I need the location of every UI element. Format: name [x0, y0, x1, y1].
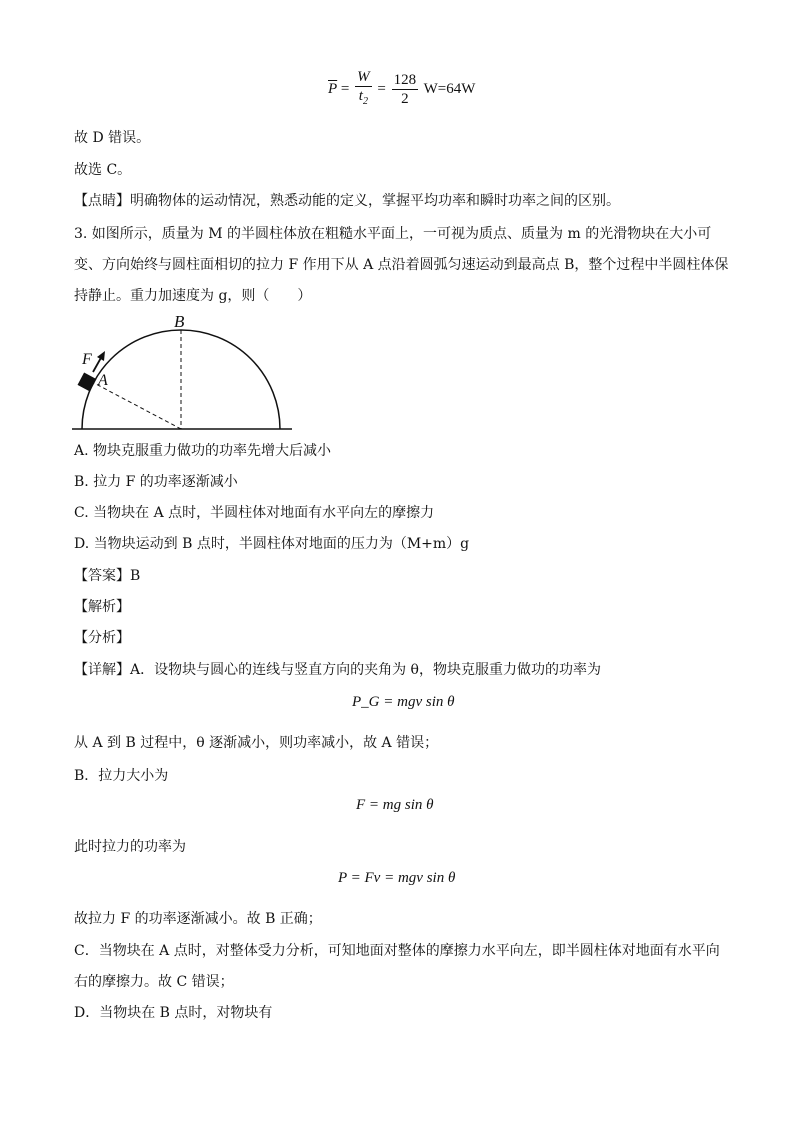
detail-a-line: 【详解】A．设物块与圆心的连线与竖直方向的夹角为 θ，物块克服重力做功的功率为	[74, 662, 601, 678]
label-a: A	[98, 372, 108, 389]
choose-c-line: 故选 C。	[74, 162, 132, 178]
fraction-128-over-2	[392, 71, 419, 108]
block	[78, 373, 97, 392]
question-3-line-2: 变、方向始终与圆柱面相切的拉力 F 作用下从 A 点沿着圆弧匀速运动到最高点 B，整个过程中半圆柱体保	[74, 257, 729, 273]
comment-line: 【点睛】明确物体的运动情况，熟悉动能的定义，掌握平均功率和瞬时功率之间的区别。	[74, 193, 620, 209]
fraction-num-128: 128	[393, 72, 417, 88]
den-t-var: t	[358, 88, 363, 104]
question-3-line-1: 3. 如图所示，质量为 M 的半圆柱体放在粗糙水平面上，一可视为质点、质量为 m 的光滑物块在大小可	[74, 226, 712, 242]
from-a-to-b-line: 从 A 到 B 过程中，θ 逐渐减小，则功率减小，故 A 错误；	[74, 735, 439, 751]
formula-result: W=64W	[423, 80, 476, 97]
answer-line: 【答案】B	[74, 568, 141, 584]
c-line-1: C．当物块在 A 点时，对整体受力分析，可知地面对整体的摩擦力水平向左，即半圆柱体对地面有水平向	[74, 943, 720, 959]
radius-to-a	[94, 383, 181, 429]
fraction-num-w: W	[357, 69, 370, 85]
formula-p-bar: $\overline{P}$	[328, 80, 338, 97]
den-t-sub: 2	[362, 96, 368, 107]
c-line-2: 右的摩擦力。故 C 错误；	[74, 974, 234, 990]
d-wrong-line: 故 D 错误。	[74, 130, 151, 146]
analysis-heading: 【解析】	[74, 599, 130, 615]
label-b: B	[174, 312, 185, 331]
semicircle-diagram	[70, 310, 300, 434]
question-3-line-3: 持静止。重力加速度为 g，则（ ）	[74, 288, 312, 304]
b-size-line: B．拉力大小为	[74, 768, 169, 784]
formula-f: F = mg sin θ	[356, 797, 434, 813]
average-power-formula: $\overline{P}$ = $\frac{W}{t_2}$ = $\frac{128}{2}$ W=64W	[328, 68, 475, 111]
formula-pg: P_G = mgv sin θ	[352, 694, 455, 710]
power-now-line: 此时拉力的功率为	[74, 839, 186, 855]
formula-p: P = Fv = mgv sin θ	[338, 870, 456, 886]
fraction-w-over-t	[355, 68, 372, 111]
fraction-den-t	[355, 86, 372, 111]
b-correct-line: 故拉力 F 的功率逐渐减小。故 B 正确；	[74, 911, 322, 927]
label-f: F	[82, 351, 92, 368]
option-b: B. 拉力 F 的功率逐渐减小	[74, 474, 238, 490]
fenxi-heading: 【分析】	[74, 630, 130, 646]
d-line: D．当物块在 B 点时，对物块有	[74, 1005, 273, 1021]
option-c: C. 当物块在 A 点时，半圆柱体对地面有水平向左的摩擦力	[74, 505, 435, 521]
option-d: D. 当物块运动到 B 点时，半圆柱体对地面的压力为（M+m）g	[74, 536, 470, 552]
option-a: A. 物块克服重力做功的功率先增大后减小	[74, 443, 332, 459]
fraction-den-2: 2	[392, 89, 419, 108]
